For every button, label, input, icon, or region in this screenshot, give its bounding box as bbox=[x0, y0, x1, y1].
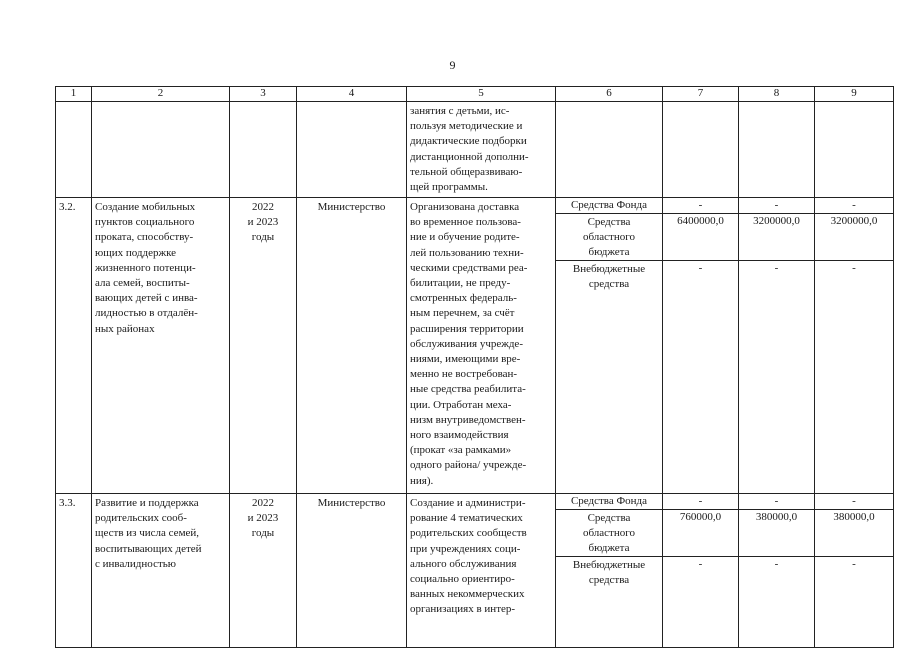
funding-source bbox=[556, 260, 662, 300]
text-line: с инвалидностью bbox=[95, 557, 176, 570]
text-line: пользуя методические и bbox=[410, 120, 523, 133]
col-header-5: 5 bbox=[407, 87, 556, 101]
text-line: Средства bbox=[587, 216, 631, 228]
amount-value: - bbox=[698, 199, 703, 211]
amount-value: 3200000,0 bbox=[739, 213, 814, 229]
executor: Министерство bbox=[297, 494, 407, 648]
amount-value: 380000,0 bbox=[815, 509, 893, 525]
funding-source bbox=[556, 509, 662, 556]
text-line: смотренных федераль- bbox=[410, 292, 517, 305]
text-line: занятия с детьми, ис- bbox=[410, 105, 510, 117]
amount-value: - bbox=[698, 495, 703, 507]
amount-value: - bbox=[739, 556, 814, 572]
empty-cell bbox=[56, 102, 92, 198]
amount-value: - bbox=[815, 260, 893, 276]
text-line: ции. Отработан меха- bbox=[410, 398, 512, 411]
text-line: ниями, имеющими вре- bbox=[410, 353, 521, 366]
measure-name bbox=[92, 494, 230, 648]
text-line: лей пользованию техни- bbox=[410, 246, 524, 259]
empty-cell bbox=[92, 102, 230, 198]
amount-2022-cell bbox=[739, 198, 815, 494]
empty-cell bbox=[663, 102, 739, 198]
text-line: пунктов социального bbox=[95, 216, 195, 229]
text-line: Развитие и поддержка bbox=[95, 497, 199, 509]
expected-result bbox=[407, 494, 556, 648]
amount-value: - bbox=[774, 199, 779, 211]
table-row bbox=[56, 197, 893, 494]
amount-value: - bbox=[663, 260, 738, 276]
text-line: Внебюджетные bbox=[572, 263, 646, 275]
expected-result bbox=[407, 198, 556, 494]
empty-cell bbox=[556, 102, 663, 198]
col-header-7: 7 bbox=[663, 87, 739, 101]
col-header-9: 9 bbox=[851, 87, 857, 99]
measures-table bbox=[55, 86, 894, 648]
text-line: и 2023 bbox=[247, 216, 279, 229]
text-line: ющих поддержке bbox=[95, 246, 177, 259]
text-line: ческими средствами реа- bbox=[410, 261, 528, 274]
text-line: проката, способству- bbox=[95, 231, 194, 244]
text-line: ванных некоммерческих bbox=[410, 588, 525, 601]
text-line: социально ориентиро- bbox=[410, 573, 515, 586]
text-line: областного bbox=[582, 231, 635, 243]
col-header-1: 1 bbox=[56, 87, 92, 101]
text-line: 2022 bbox=[252, 201, 274, 213]
amount-2023-cell bbox=[815, 494, 893, 648]
amount-value: - bbox=[663, 556, 738, 572]
text-line: 2022 bbox=[252, 497, 274, 509]
amount-total-cell bbox=[663, 198, 739, 494]
amount-total-cell bbox=[663, 494, 739, 648]
funding-source-cell bbox=[556, 198, 663, 494]
text-line: родительских сооб- bbox=[95, 512, 187, 525]
period bbox=[230, 494, 297, 648]
col-header-6: 6 bbox=[556, 87, 663, 101]
amount-value: 380000,0 bbox=[739, 509, 814, 525]
text-line: дистанционной дополни- bbox=[410, 150, 529, 163]
text-line: областного bbox=[582, 527, 635, 539]
funding-source: Средства Фонда bbox=[570, 199, 648, 211]
text-line: бюджета bbox=[588, 246, 630, 258]
text-line: Создание мобильных bbox=[95, 201, 196, 213]
text-line: и 2023 bbox=[247, 512, 279, 525]
funding-source bbox=[556, 556, 662, 596]
amount-value: - bbox=[852, 199, 856, 211]
text-line: дидактические подборки bbox=[410, 135, 527, 148]
text-line: средства bbox=[588, 278, 630, 290]
text-line: ществ из числа семей, bbox=[95, 527, 200, 540]
funding-source bbox=[556, 213, 662, 260]
text-line: лидностью в отдалён- bbox=[95, 307, 198, 320]
empty-cell bbox=[230, 102, 297, 198]
table-row bbox=[56, 493, 893, 648]
amount-value: - bbox=[739, 260, 814, 276]
text-line: ала семей, воспиты- bbox=[95, 277, 190, 290]
col-header-8: 8 bbox=[739, 87, 815, 101]
text-line: Создание и администри- bbox=[410, 497, 526, 509]
text-line: щей программы. bbox=[410, 181, 488, 194]
text-line: годы bbox=[251, 527, 275, 540]
row-number: 3.2. bbox=[56, 198, 92, 494]
text-line: ных районах bbox=[95, 322, 155, 335]
period bbox=[230, 198, 297, 494]
text-line: расширения территории bbox=[410, 322, 524, 335]
text-line: менно не востребован- bbox=[410, 368, 518, 381]
empty-cell bbox=[297, 102, 407, 198]
row-number: 3.3. bbox=[56, 494, 92, 648]
text-line: ние и обучение родите- bbox=[410, 231, 520, 244]
executor: Министерство bbox=[297, 198, 407, 494]
text-line: одного района/ учрежде- bbox=[410, 459, 527, 472]
text-line: (прокат «за рамками» bbox=[410, 444, 512, 457]
text-line: воспитывающих детей bbox=[95, 542, 202, 555]
text-line: низм внутриведомствен- bbox=[410, 413, 526, 426]
text-line: Средства bbox=[587, 512, 631, 524]
text-line: ного взаимодействия bbox=[410, 429, 509, 442]
col-header-4: 4 bbox=[297, 87, 407, 101]
amount-value: 760000,0 bbox=[663, 509, 738, 525]
text-line: тельной общеразвиваю- bbox=[410, 165, 523, 178]
amount-2023-cell bbox=[815, 198, 893, 494]
text-line: организациях в интер- bbox=[410, 603, 516, 616]
text-line: родительских сообществ bbox=[410, 527, 527, 540]
text-line: во временное пользова- bbox=[410, 216, 521, 229]
text-line: жизненного потенци- bbox=[95, 261, 196, 274]
continuation-row bbox=[56, 101, 893, 198]
funding-source: Средства Фонда bbox=[570, 495, 648, 507]
continuation-result-text bbox=[407, 102, 556, 198]
empty-cell bbox=[739, 102, 815, 198]
text-line: ным перечнем, за счёт bbox=[410, 307, 515, 320]
measure-name bbox=[92, 198, 230, 494]
funding-source-cell bbox=[556, 494, 663, 648]
amount-value: 6400000,0 bbox=[663, 213, 738, 229]
text-line: годы bbox=[251, 231, 275, 244]
text-line: бюджета bbox=[588, 542, 630, 554]
text-line: Организована доставка bbox=[410, 201, 520, 213]
amount-value: - bbox=[774, 495, 779, 507]
text-line: билитации, не преду- bbox=[410, 277, 511, 290]
amount-value: - bbox=[852, 495, 856, 507]
text-line: обслуживания учрежде- bbox=[410, 337, 523, 350]
amount-value: - bbox=[815, 556, 893, 572]
empty-cell bbox=[815, 102, 893, 198]
text-line: рование 4 тематических bbox=[410, 512, 523, 525]
text-line: ния). bbox=[410, 474, 434, 487]
amount-2022-cell bbox=[739, 494, 815, 648]
text-line: вающих детей с инва- bbox=[95, 292, 198, 305]
page-number: 9 bbox=[449, 58, 456, 72]
col-header-2: 2 bbox=[92, 87, 230, 101]
text-line: средства bbox=[588, 574, 630, 586]
amount-value: 3200000,0 bbox=[815, 213, 893, 229]
text-line: ные средства реабилита- bbox=[410, 383, 526, 396]
text-line: при учреждениях соци- bbox=[410, 542, 521, 555]
text-line: Внебюджетные bbox=[572, 559, 646, 571]
col-header-3: 3 bbox=[230, 87, 297, 101]
text-line: ального обслуживания bbox=[410, 557, 517, 570]
table-header-row bbox=[56, 87, 893, 101]
